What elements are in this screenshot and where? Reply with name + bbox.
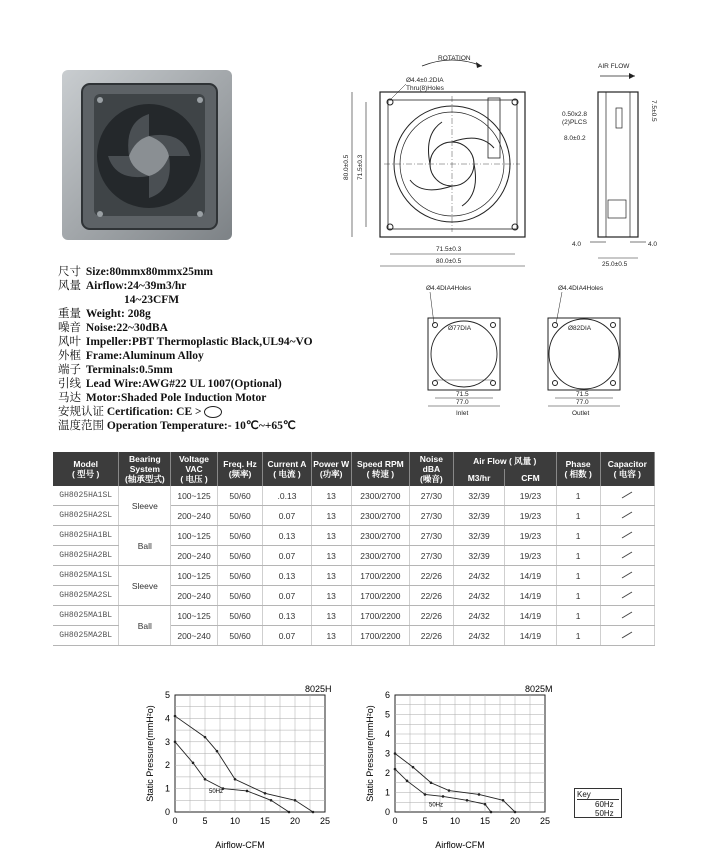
data-point: [246, 790, 249, 793]
th-speed: Speed RPM ( 转速 ): [351, 452, 409, 486]
td-voltage: 100~125: [171, 486, 217, 506]
chart-8025h: [130, 680, 340, 855]
td-cfm: 14/19: [505, 586, 556, 606]
td-m3: 24/32: [453, 566, 504, 586]
td-freq: 50/60: [217, 566, 263, 586]
td-power: 13: [311, 626, 351, 646]
td-cfm: 19/23: [505, 486, 556, 506]
td-freq: 50/60: [217, 586, 263, 606]
td-current: 0.07: [263, 626, 311, 646]
x-tick-label: 10: [449, 816, 461, 826]
inlet-dim-1: 71.5: [456, 391, 469, 398]
data-point: [484, 803, 487, 806]
inlet-dia: Ø77DIA: [448, 325, 472, 332]
td-voltage: 100~125: [171, 606, 217, 626]
capacitor-dash-icon: [600, 626, 654, 646]
td-speed: 1700/2200: [351, 606, 409, 626]
td-cfm: 14/19: [505, 566, 556, 586]
y-tick-label: 3: [164, 736, 170, 747]
key-title: Key: [577, 790, 619, 800]
td-power: 13: [311, 526, 351, 546]
td-voltage: 200~240: [171, 546, 217, 566]
y-axis-label: Static Pressure(mmH²o): [145, 705, 155, 802]
td-phase: 1: [556, 586, 600, 606]
y-tick-label: 5: [164, 690, 170, 700]
td-freq: 50/60: [217, 546, 263, 566]
data-point: [216, 750, 219, 753]
td-noise: 22/26: [409, 586, 453, 606]
capacitor-dash-icon: [600, 506, 654, 526]
x-tick-label: 25: [319, 816, 331, 826]
series-line-60hz: [175, 716, 313, 812]
x-tick-label: 15: [479, 816, 491, 826]
td-bearing: Ball: [119, 526, 171, 566]
y-tick-label: 4: [164, 713, 170, 724]
td-m3: 24/32: [453, 606, 504, 626]
td-power: 13: [311, 566, 351, 586]
td-phase: 1: [556, 626, 600, 646]
td-power: 13: [311, 586, 351, 606]
fan-photo: [62, 70, 232, 240]
data-point: [288, 811, 291, 814]
x-tick-label: 5: [202, 816, 208, 826]
td-voltage: 100~125: [171, 566, 217, 586]
data-point: [204, 778, 207, 781]
y-tick-label: 6: [384, 690, 390, 700]
td-power: 13: [311, 486, 351, 506]
data-point: [466, 799, 469, 802]
th-capacitor: Capacitor ( 电容 ): [600, 452, 654, 486]
td-phase: 1: [556, 486, 600, 506]
x-axis-label: Airflow-CFM: [435, 840, 485, 850]
side-dim-terminal: 0.50x2.8: [562, 111, 587, 118]
td-current: 0.07: [263, 586, 311, 606]
dimension-drawings: [330, 40, 720, 415]
spec-temperature: 温度范围 Operation Temperature:- 10℃~+65℃: [58, 420, 296, 432]
td-noise: 22/26: [409, 606, 453, 626]
th-bearing: Bearing System (轴承型式): [119, 452, 171, 486]
data-point: [264, 792, 267, 795]
data-point: [424, 793, 427, 796]
x-tick-label: 15: [259, 816, 271, 826]
td-m3: 32/39: [453, 526, 504, 546]
chart-title: 8025M: [525, 684, 553, 694]
th-airflow: Air Flow ( 风量 ): [453, 452, 556, 469]
td-bearing: Sleeve: [119, 566, 171, 606]
data-point: [174, 741, 177, 744]
capacitor-dash-icon: [600, 546, 654, 566]
y-tick-label: 3: [384, 748, 390, 759]
ccc-mark-icon: [204, 406, 222, 418]
td-speed: 1700/2200: [351, 586, 409, 606]
td-model: GH8025HA2SL: [53, 506, 119, 526]
td-freq: 50/60: [217, 526, 263, 546]
td-speed: 1700/2200: [351, 626, 409, 646]
spec-airflow-cfm: 14~23CFM: [124, 294, 180, 306]
td-m3: 32/39: [453, 506, 504, 526]
spec-certification: 安规认证 Certification: CE >: [58, 405, 358, 419]
spec-airflow: 风量 Airflow:24~39m3/hr: [58, 280, 187, 292]
td-power: 13: [311, 606, 351, 626]
data-point: [442, 795, 445, 798]
data-point: [204, 736, 207, 739]
td-m3: 32/39: [453, 486, 504, 506]
td-cfm: 14/19: [505, 606, 556, 626]
inlet-label: Inlet: [456, 410, 469, 415]
series-label-50hz: 50Hz: [209, 789, 224, 796]
data-point: [502, 799, 505, 802]
td-model: GH8025MA2SL: [53, 586, 119, 606]
dim-71-5-left: 71.5±0.3: [357, 154, 364, 180]
data-point: [490, 811, 493, 814]
data-point: [448, 789, 451, 792]
spec-impeller: 风叶 Impeller:PBT Thermoplastic Black,UL94~VO: [58, 336, 313, 348]
data-point: [412, 766, 415, 769]
td-model: GH8025MA1SL: [53, 566, 119, 586]
td-m3: 24/32: [453, 586, 504, 606]
th-power: Power W (功率): [311, 452, 351, 486]
td-voltage: 100~125: [171, 526, 217, 546]
capacitor-dash-icon: [600, 606, 654, 626]
inlet-dim-2: 77.0: [456, 399, 469, 406]
rotation-label: ROTATION: [438, 55, 471, 62]
series-label-50hz: 50Hz: [429, 802, 444, 809]
outlet-holes: Ø4.4DIA4Holes: [558, 285, 604, 292]
chart-title: 8025H: [305, 684, 332, 694]
td-current: 0.13: [263, 606, 311, 626]
chart-8025m: [350, 680, 570, 855]
table-row: [53, 526, 655, 546]
data-point: [234, 778, 237, 781]
table-row: [53, 566, 655, 586]
chart-key: [574, 788, 622, 818]
key-50hz: 50Hz: [595, 809, 614, 818]
td-cfm: 19/23: [505, 506, 556, 526]
side-dim-25: 25.0±0.5: [602, 261, 628, 268]
outlet-dia: Ø82DIA: [568, 325, 592, 332]
td-phase: 1: [556, 546, 600, 566]
side-dim-4-left: 4.0: [572, 241, 582, 248]
y-tick-label: 0: [384, 807, 390, 817]
th-freq: Freq. Hz (频率): [217, 452, 263, 486]
td-current: 0.07: [263, 546, 311, 566]
spec-lead-wire: 引线 Lead Wire:AWG#22 UL 1007(Optional): [58, 378, 282, 390]
data-point: [174, 715, 177, 718]
side-dim-8: 8.0±0.2: [564, 135, 586, 142]
td-speed: 2300/2700: [351, 506, 409, 526]
x-tick-label: 0: [172, 816, 178, 826]
td-voltage: 200~240: [171, 506, 217, 526]
x-tick-label: 0: [392, 816, 398, 826]
table-row: [53, 606, 655, 626]
td-model: GH8025HA2BL: [53, 546, 119, 566]
td-voltage: 200~240: [171, 626, 217, 646]
x-tick-label: 25: [539, 816, 551, 826]
air-flow-label: AIR FLOW: [598, 63, 630, 70]
td-noise: 27/30: [409, 546, 453, 566]
dim-80-left: 80.0±0.5: [343, 154, 350, 180]
x-tick-label: 10: [229, 816, 241, 826]
data-point: [478, 793, 481, 796]
td-noise: 27/30: [409, 486, 453, 506]
y-tick-label: 1: [384, 787, 390, 798]
td-freq: 50/60: [217, 606, 263, 626]
td-m3: 24/32: [453, 626, 504, 646]
y-tick-label: 2: [384, 768, 390, 778]
spec-size: 尺寸 Size:80mmx80mmx25mm: [58, 266, 213, 278]
th-voltage: Voltage VAC ( 电压 ): [171, 452, 217, 486]
data-point: [294, 799, 297, 802]
x-tick-label: 5: [422, 816, 428, 826]
data-point: [270, 799, 273, 802]
data-point: [406, 780, 409, 783]
td-noise: 22/26: [409, 626, 453, 646]
data-point: [192, 762, 195, 765]
outlet-label: Outlet: [572, 410, 590, 415]
th-noise: Noise dBA (噪音): [409, 452, 453, 486]
y-tick-label: 4: [384, 729, 390, 739]
x-tick-label: 20: [509, 816, 521, 826]
y-tick-label: 2: [164, 760, 170, 771]
dim-71-5-bottom: 71.5±0.3: [436, 246, 462, 253]
td-current: 0.13: [263, 526, 311, 546]
capacitor-dash-icon: [600, 586, 654, 606]
td-voltage: 200~240: [171, 586, 217, 606]
y-tick-label: 0: [164, 807, 170, 817]
td-speed: 1700/2200: [351, 566, 409, 586]
td-current: 0.07: [263, 506, 311, 526]
y-axis-label: Static Pressure(mmH²o): [365, 705, 375, 802]
x-tick-label: 20: [289, 816, 301, 826]
td-m3: 32/39: [453, 546, 504, 566]
data-point: [394, 768, 397, 771]
td-cfm: 14/19: [505, 626, 556, 646]
spec-terminals: 端子 Terminals:0.5mm: [58, 364, 173, 376]
spec-weight: 重量 Weight: 208g: [58, 308, 151, 320]
td-freq: 50/60: [217, 486, 263, 506]
side-dim-7-5: 7.5±0.5: [650, 100, 657, 122]
td-power: 13: [311, 506, 351, 526]
td-model: GH8025HA1SL: [53, 486, 119, 506]
td-model: GH8025MA1BL: [53, 606, 119, 626]
capacitor-dash-icon: [600, 566, 654, 586]
td-model: GH8025MA2BL: [53, 626, 119, 646]
outlet-dim-1: 71.5: [576, 391, 589, 398]
td-cfm: 19/23: [505, 546, 556, 566]
spec-motor: 马达 Motor:Shaded Pole Induction Motor: [58, 392, 267, 404]
th-phase: Phase ( 相数 ): [556, 452, 600, 486]
side-dim-4-right: 4.0: [648, 241, 658, 248]
td-bearing: Ball: [119, 606, 171, 646]
data-point: [312, 811, 315, 814]
y-tick-label: 1: [164, 783, 170, 794]
td-phase: 1: [556, 526, 600, 546]
td-speed: 2300/2700: [351, 486, 409, 506]
key-60hz: 60Hz: [595, 800, 614, 809]
td-phase: 1: [556, 506, 600, 526]
td-phase: 1: [556, 606, 600, 626]
hole-note-1: Ø4.4±0.2DIA: [406, 77, 444, 84]
td-current: .0.13: [263, 486, 311, 506]
td-noise: 22/26: [409, 566, 453, 586]
x-axis-label: Airflow-CFM: [215, 840, 265, 850]
side-dim-terminal2: (2)PLCS: [562, 119, 587, 126]
td-noise: 27/30: [409, 506, 453, 526]
data-point: [394, 752, 397, 755]
td-speed: 2300/2700: [351, 546, 409, 566]
spec-table: [53, 452, 655, 646]
outlet-dim-2: 77.0: [576, 399, 589, 406]
th-current: Current A ( 电流 ): [263, 452, 311, 486]
td-power: 13: [311, 546, 351, 566]
td-freq: 50/60: [217, 506, 263, 526]
td-model: GH8025HA1BL: [53, 526, 119, 546]
spec-frame: 外框 Frame:Aluminum Alloy: [58, 350, 204, 362]
spec-noise: 噪音 Noise:22~30dBA: [58, 322, 168, 334]
td-speed: 2300/2700: [351, 526, 409, 546]
dim-80-bottom: 80.0±0.5: [436, 258, 462, 265]
y-tick-label: 5: [384, 709, 390, 720]
capacitor-dash-icon: [600, 526, 654, 546]
spec-list: [58, 265, 358, 433]
td-freq: 50/60: [217, 626, 263, 646]
hole-note-2: Thru(8)Holes: [406, 85, 444, 92]
th-airflow-cfm: CFM: [505, 469, 556, 486]
th-model: Model ( 型号 ): [53, 452, 119, 486]
data-point: [514, 811, 517, 814]
td-cfm: 19/23: [505, 526, 556, 546]
capacitor-dash-icon: [600, 486, 654, 506]
td-current: 0.13: [263, 566, 311, 586]
th-airflow-m3: M3/hr: [453, 469, 504, 486]
data-point: [430, 781, 433, 784]
td-noise: 27/30: [409, 526, 453, 546]
td-phase: 1: [556, 566, 600, 586]
inlet-holes: Ø4.4DIA4Holes: [426, 285, 472, 292]
td-bearing: Sleeve: [119, 486, 171, 526]
table-row: [53, 486, 655, 506]
